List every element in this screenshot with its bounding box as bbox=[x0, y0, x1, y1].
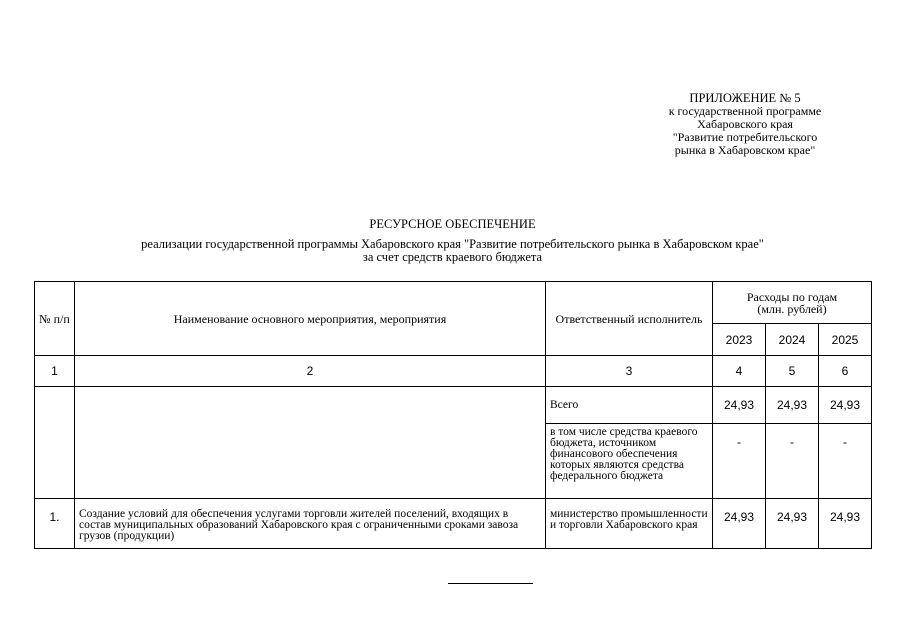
header-year: 2024 bbox=[766, 324, 819, 356]
header-year: 2025 bbox=[819, 324, 872, 356]
document-subtitle: реализации государственной программы Хабаровского края "Развитие потребительского рынка в Хабаровском крае" bbox=[141, 237, 764, 251]
table-row bbox=[35, 387, 872, 424]
appendix-line: рынка в Хабаровском крае" bbox=[674, 143, 816, 157]
document-subtitle-2: за счет средств краевого бюджета bbox=[362, 250, 543, 264]
value-cell: 24,93 bbox=[819, 387, 872, 424]
appendix-line: Хабаровского края bbox=[697, 117, 793, 131]
row-name-cell bbox=[75, 387, 546, 499]
table-row bbox=[35, 499, 872, 549]
value-cell: - bbox=[766, 424, 819, 499]
column-number: 4 bbox=[713, 356, 766, 387]
column-number: 5 bbox=[766, 356, 819, 387]
row-num-cell: 1. bbox=[35, 499, 75, 549]
column-number: 1 bbox=[35, 356, 75, 387]
column-number: 2 bbox=[75, 356, 546, 387]
executor-cell: в том числе средства краевого бюджета, источником финансового обеспечения которых являются средства федерального бюджета bbox=[546, 424, 713, 499]
value-cell: 24,93 bbox=[766, 499, 819, 549]
executor-cell: министерство промышленности и торговли Хабаровского края bbox=[546, 499, 713, 549]
header-executor: Ответственный исполнитель bbox=[546, 282, 713, 356]
value-cell: - bbox=[713, 424, 766, 499]
document-title: РЕСУРСНОЕ ОБЕСПЕЧЕНИЕ bbox=[369, 217, 536, 231]
footer-divider bbox=[448, 583, 533, 584]
row-num-cell bbox=[35, 387, 75, 499]
value-cell: 24,93 bbox=[713, 387, 766, 424]
header-name: Наименование основного мероприятия, мероприятия bbox=[75, 282, 546, 356]
header-expenses: Расходы по годам (млн. рублей) bbox=[713, 282, 872, 324]
appendix-line: "Развитие потребительского bbox=[672, 130, 818, 144]
appendix-title: ПРИЛОЖЕНИЕ № 5 bbox=[689, 91, 801, 105]
appendix-line: к государственной программе bbox=[668, 104, 822, 118]
value-cell: - bbox=[819, 424, 872, 499]
header-num: № п/п bbox=[35, 282, 75, 356]
executor-cell: Всего bbox=[546, 387, 713, 424]
column-number: 3 bbox=[546, 356, 713, 387]
header-year: 2023 bbox=[713, 324, 766, 356]
resource-table bbox=[34, 281, 872, 549]
column-number-row bbox=[35, 356, 872, 387]
appendix-block bbox=[625, 92, 865, 157]
row-name-cell: Создание условий для обеспечения услугами торговли жителей поселений, входящих в состав муниципальных образований Хабаровского края с ограниченными сроками завоза грузов (продукции) bbox=[75, 499, 546, 549]
value-cell: 24,93 bbox=[713, 499, 766, 549]
value-cell: 24,93 bbox=[766, 387, 819, 424]
value-cell: 24,93 bbox=[819, 499, 872, 549]
column-number: 6 bbox=[819, 356, 872, 387]
